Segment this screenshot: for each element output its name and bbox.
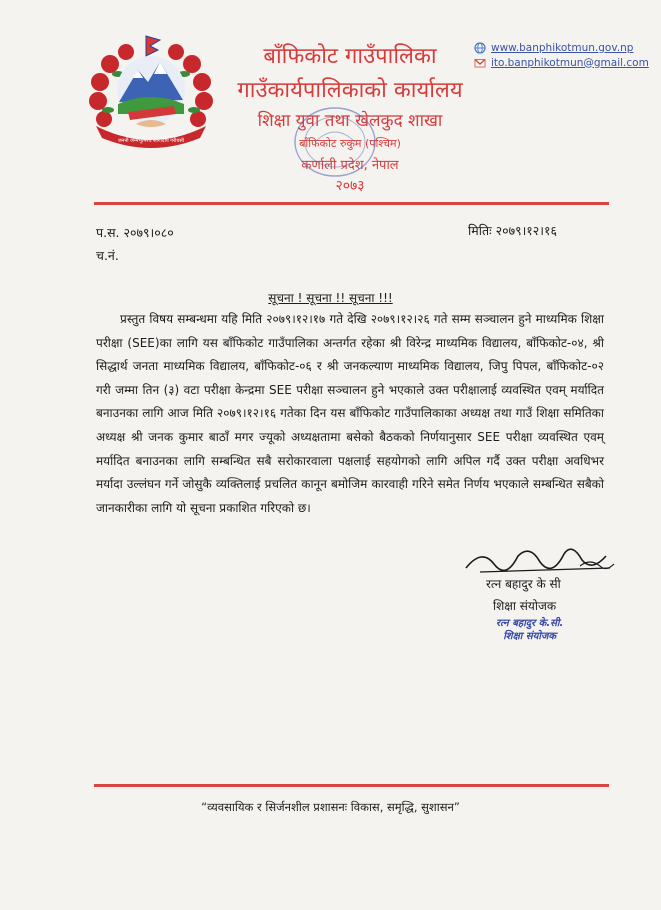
globe-icon <box>474 42 486 54</box>
dispatch-number: च.नं. <box>96 248 119 263</box>
signatory-name: रत्न बहादुर के सी <box>486 577 561 591</box>
letter-reference-number: प.स. २०७९।०८० <box>96 225 174 240</box>
office-stamp-icon <box>280 102 390 182</box>
contact-block <box>474 40 649 70</box>
signatory-seal <box>496 617 563 643</box>
svg-text:जननी जन्मभूमिश्च स्वर्गादपि गर: जननी जन्मभूमिश्च स्वर्गादपि गरीयसी <box>117 138 185 144</box>
signatory-title: शिक्षा संयोजक <box>493 599 557 613</box>
website-link[interactable]: www.banphikotmun.gov.np <box>491 41 634 54</box>
section-name: शिक्षा युवा तथा खेलकुद शाखा <box>257 111 443 131</box>
office-address: बाँफिकोट रुकुम (पश्चिम) <box>299 137 401 150</box>
municipality-name: बाँफिकोट गाउँपालिका <box>263 44 437 69</box>
gmail-icon <box>474 57 486 69</box>
footer-divider <box>94 784 609 787</box>
footer-slogan: “व्यवसायिक र सिर्जनशील प्रशासनः विकास, समृद्धि, सुशासन” <box>201 800 460 814</box>
province-country: कर्णाली प्रदेश, नेपाल <box>301 158 399 173</box>
office-name: गाउँकार्यपालिकाको कार्यालय <box>237 78 463 103</box>
notice-body: प्रस्तुत विषय सम्बन्धमा यहि मिति २०७९।१२।१७ गते देखि २०७९।१२।२६ गते सम्म सञ्चालन हुने माध्यमिक शिक्षा परीक्षा (SEE)का लागि यस बाँफिकोट गाउँपालिका अन्तर्गत रहेका श्री विरेन्द्र माध्यमिक विद्यालय, बाँफिकोट-०४, श्री सिद्धार्थ जनता माध्यमिक विद्यालय, बाँफिकोट-०६ र श्री जनकल्याण माध्यमिक विद्यालय, जिपु पिपल, बाँफिकोट-०२ गरी जम्मा तिन (३) वटा परीक्षा केन्द्रमा SEE परीक्षा सञ्चालन हुने भएकाले उक्त परीक्षालाई व्यवस्थित एवम् मर्यादित बनाउनका लागि आज मिति २०७९।१२।१६ गतेका दिन यस बाँफिकोट गाउँपालिकाका अध्यक्ष तथा गाउँ शिक्षा समितिका अध्यक्ष श्री जनक कुमार बाठाँ मगर ज्यूको अध्यक्षतामा बसेको बैठकको निर्णयानुसार SEE परीक्षा व्यवस्थित एवम् मर्यादित बनाउनका लागि सम्बन्धित सबै सरोकारवाला पक्षलाई सहयोगको लागि अपिल गर्दै उक्त परीक्षा अवधिभर मर्यादा उल्लंघन गर्ने जोसुकै व्यक्तिलाई प्रचलित कानून बमोजिम कारवाही गरिने समेत निर्णय भएकाले सम्बन्धित सबैको जानकारीका लागि यो सूचना प्रकाशित गरिएको छ। <box>96 312 604 515</box>
letter-date: मितिः २०७९।१२।१६ <box>468 223 558 238</box>
established-year: २०७३ <box>335 178 365 194</box>
nepal-emblem-icon <box>88 34 214 152</box>
email-link[interactable]: ito.banphikotmun@gmail.com <box>491 56 649 69</box>
notice-subject: सूचना ! सूचना !! सूचना !!! <box>268 291 393 305</box>
header-divider <box>94 202 609 205</box>
seal-name: रत्न बहादुर के.सी. <box>496 618 564 629</box>
seal-title: शिक्षा संयोजक <box>503 631 557 642</box>
